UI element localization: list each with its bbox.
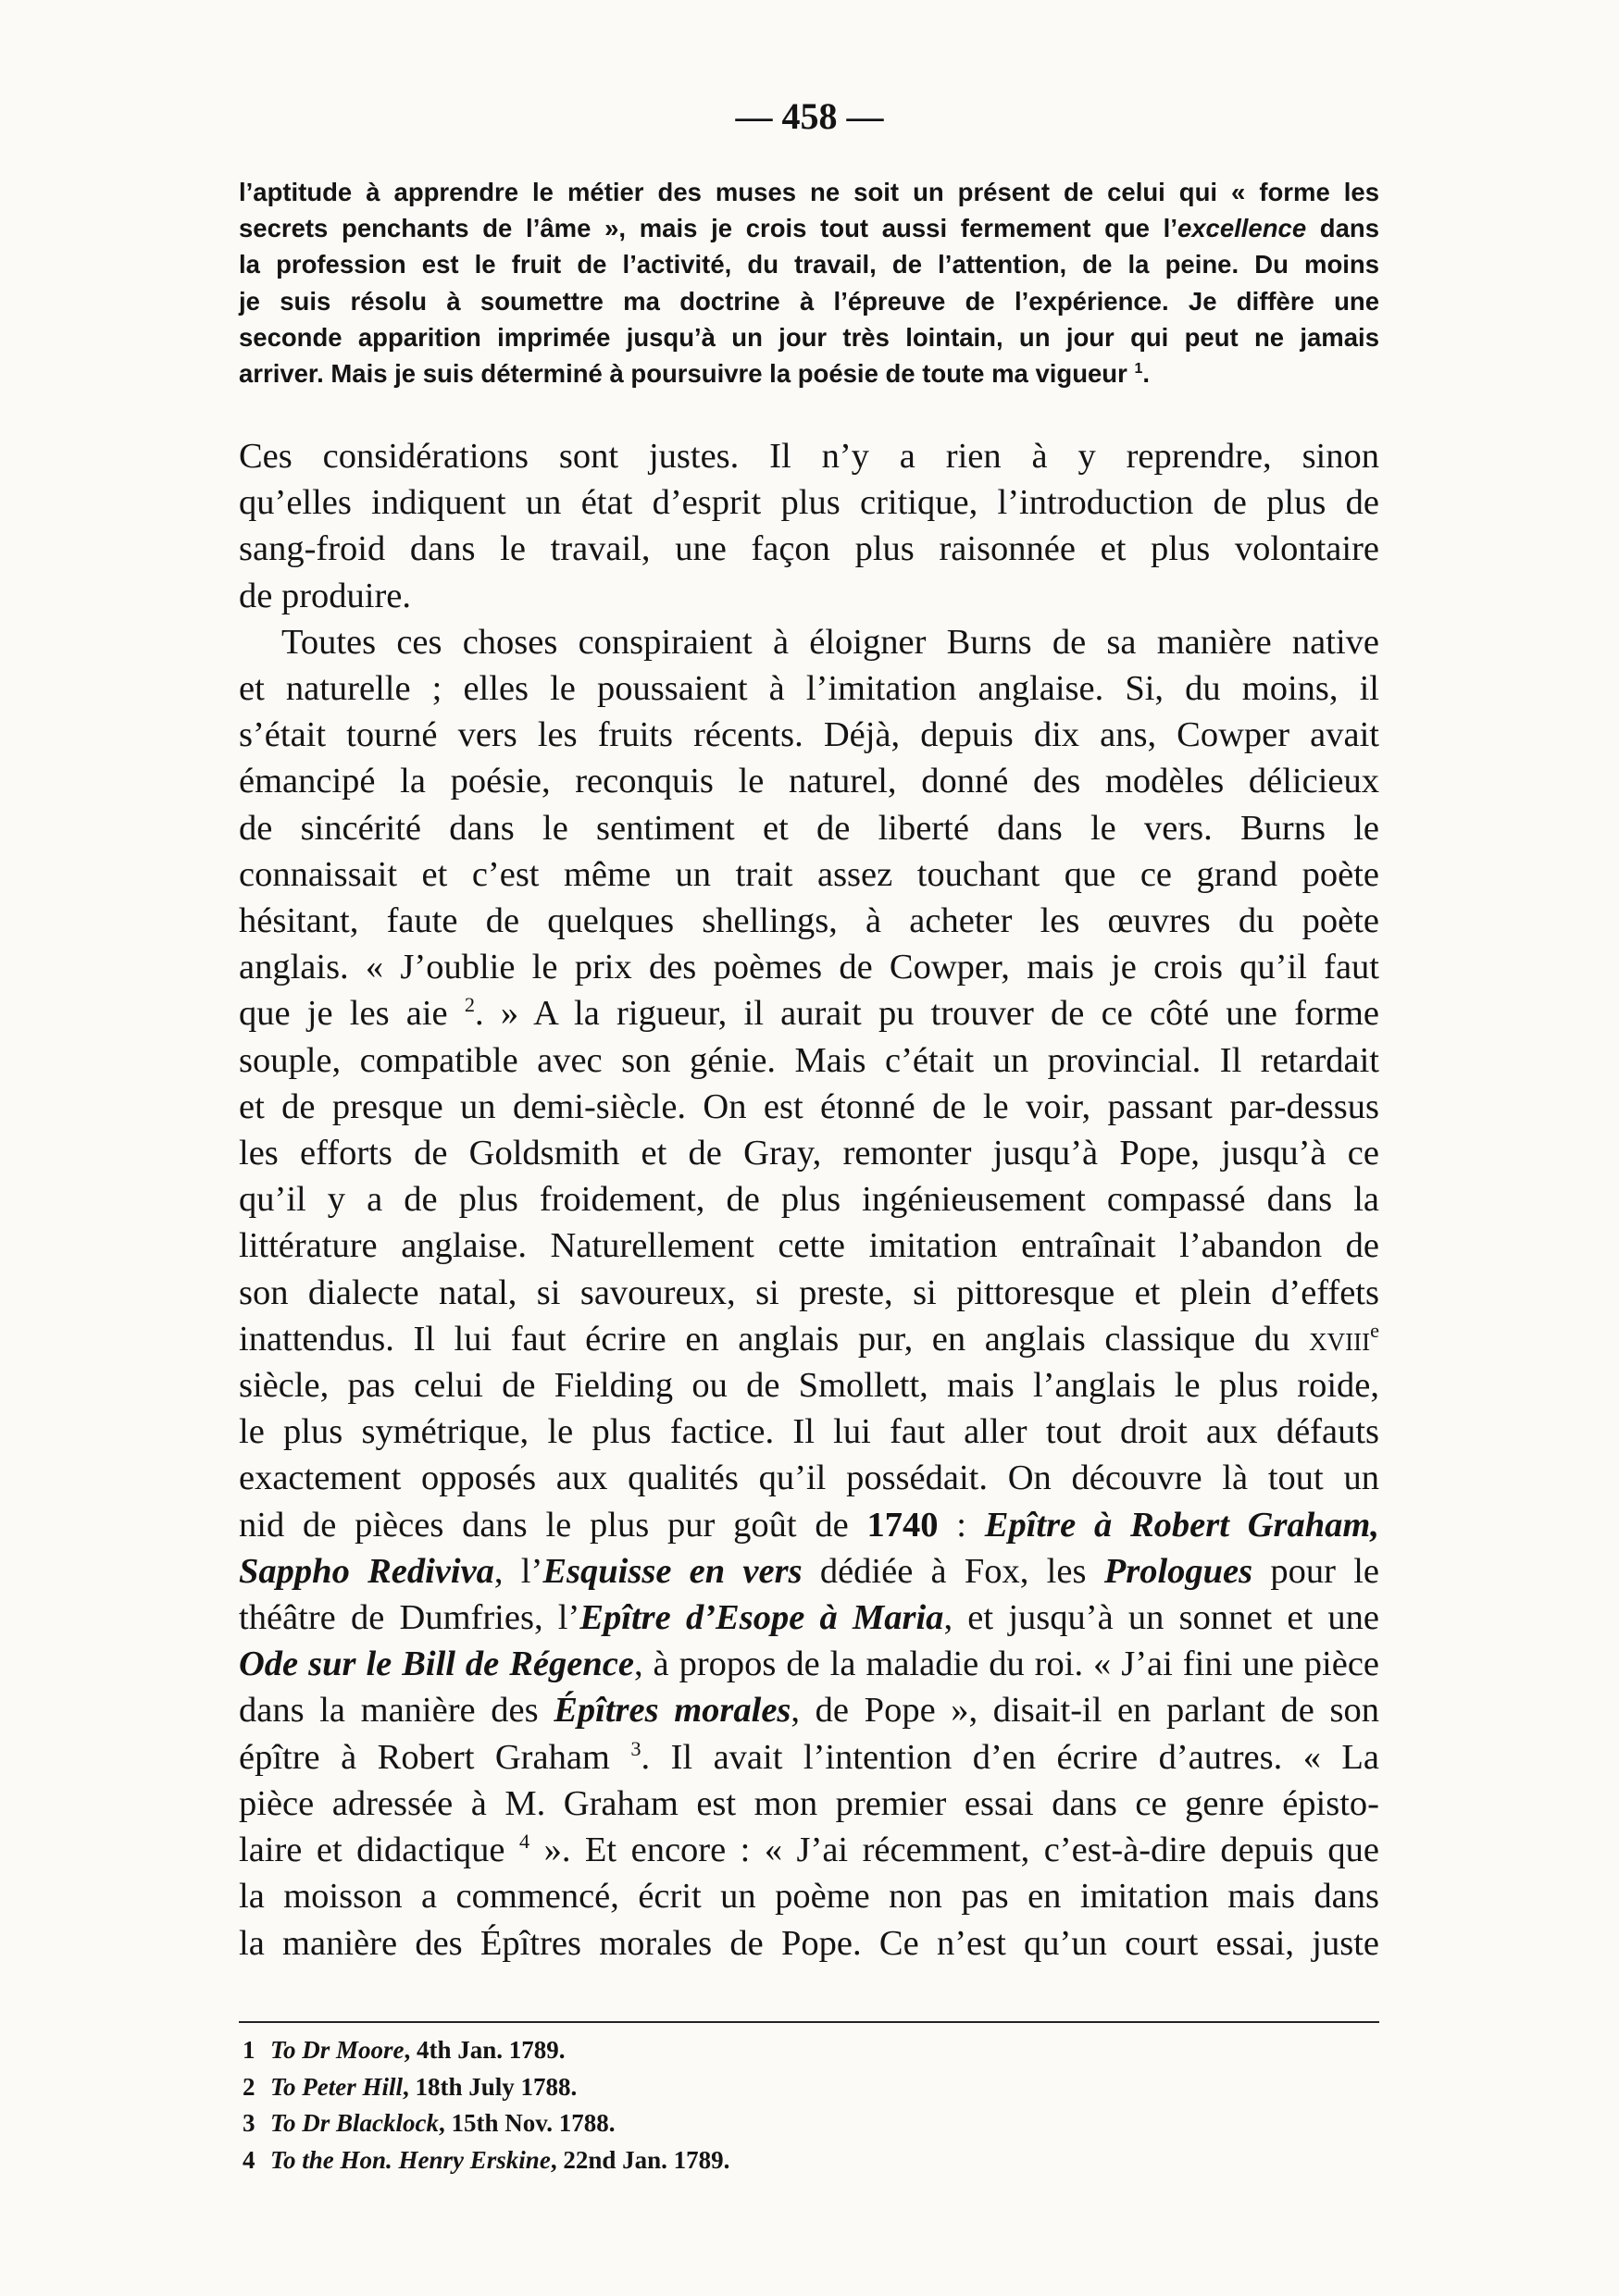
body-line: de sincérité dans le sentiment et de liberté dans le vers. Burns le	[239, 808, 1379, 848]
body-line: souple, compatible avec son génie. Mais c’était un provincial. Il retardait	[239, 1040, 1379, 1080]
body-line: s’était tourné vers les fruits récents. Déjà, depuis dix ans, Cowper avait	[239, 715, 1379, 755]
body-line: dans la manière des Épîtres morales, de Pope », disait-il en parlant de son	[239, 1691, 1380, 1731]
body-line: sang-froid dans le travail, une façon plus raisonnée et plus volontaire	[239, 529, 1379, 569]
footnote-ref: 3	[630, 1736, 641, 1760]
body-line: hésitant, faute de quelques shellings, à acheter les œuvres du poète	[239, 901, 1379, 941]
body-line: exactement opposés aux qualités qu’il possédait. On découvre là tout un	[239, 1458, 1379, 1498]
body-line: la manière des Épîtres morales de Pope. Ce n’est qu’un court essai, juste	[239, 1923, 1379, 1963]
body-line: et de presque un demi-siècle. On est étonné de le voir, passant par-dessus	[239, 1086, 1379, 1126]
footnote: 4 To the Hon. Henry Erskine, 22nd Jan. 1789.	[243, 2145, 730, 2174]
body-line: anglais. « J’oublie le prix des poèmes de Cowper, mais je crois qu’il faut	[239, 948, 1379, 987]
page-number: — 458 —	[735, 95, 884, 137]
footnote: 2 To Peter Hill, 18th July 1788.	[243, 2072, 578, 2101]
work-title: Sappho Redivivа	[239, 1551, 494, 1591]
work-title: Ode sur le Bill de Régence	[239, 1644, 634, 1684]
body-line: les efforts de Goldsmith et de Gray, remonter jusqu’à Pope, jusqu’à ce	[239, 1134, 1379, 1173]
body-line: théâtre de Dumfries, l’Epître d’Esope à Maria, et jusqu’à un sonnet et une	[239, 1598, 1379, 1638]
body-text	[239, 433, 1379, 1967]
body-line: épître à Robert Graham $^3$. Il avait l’intention d’en écrire d’autres. « La	[239, 1736, 1380, 1777]
body-line: connaissait et c’est même un trait assez touchant que ce grand poète	[239, 854, 1379, 894]
body-line: Sappho Redivivа, l’Esquisse en vers dédiée à Fox, les Prologues pour le	[239, 1551, 1379, 1591]
body-line: laire et didactique $^4$ ». Et encore : « J’ai récemment, c’est-à-dire depuis que	[239, 1830, 1379, 1870]
quote-line: l’aptitude à apprendre le métier des muses ne soit un présent de celui qui « forme les	[239, 178, 1379, 206]
work-title: Épîtres morales	[554, 1691, 791, 1731]
footnote: 1 To Dr Moore, 4th Jan. 1789.	[243, 2036, 566, 2064]
body-line: et naturelle ; elles le poussaient à l’imitation anglaise. Si, du moins, il	[239, 669, 1379, 709]
quote-line: la profession est le fruit de l’activité, du travail, de l’attention, de la peine. Du moins	[239, 250, 1379, 279]
footnote-ref: 4	[518, 1830, 530, 1854]
body-line: inattendus. Il lui faut écrire en anglais pur, en anglais classique du xviii$^e$	[239, 1319, 1379, 1359]
footnote-ref: 1	[1134, 360, 1143, 377]
body-line: son dialecte natal, si savoureux, si preste, si pittoresque et plein d’effets	[239, 1272, 1379, 1312]
body-line: la moisson a commencé, écrit un poème non pas en imitation mais dans	[239, 1877, 1379, 1917]
body-line: pièce adressée à M. Graham est mon premier essai dans ce genre épisto-	[239, 1783, 1379, 1823]
body-line: Ces considérations sont justes. Il n’y a rien à y reprendre, sinon	[239, 437, 1379, 476]
body-line: qu’il y a de plus froidement, de plus ingénieusement compassé dans la	[239, 1180, 1379, 1220]
body-line: siècle, pas celui de Fielding ou de Smollett, mais l’anglais le plus roide,	[239, 1366, 1379, 1406]
quote-line: seconde apparition imprimée jusqu’à un jour très lointain, un jour qui peut ne jamais	[239, 322, 1379, 352]
quote-block	[239, 174, 1379, 391]
footnote: 3 To Dr Blacklock, 15th Nov. 1788.	[243, 2109, 616, 2137]
body-line: le plus symétrique, le plus factice. Il lui faut aller tout droit aux défauts	[239, 1412, 1379, 1452]
body-line: émancipé la poésie, reconquis le naturel, donné des modèles délicieux	[239, 762, 1379, 801]
work-title: Epître à Robert Graham,	[984, 1505, 1379, 1545]
footnotes	[243, 2032, 1168, 2178]
quote-line: arriver. Mais je suis déterminé à poursuivre la poésie de toute ma vigueur $^1$.	[239, 359, 1150, 389]
body-line: littérature anglaise. Naturellement cette imitation entraînait l’abandon de	[239, 1226, 1379, 1266]
work-title: Esquisse en vers	[542, 1551, 803, 1591]
body-line: qu’elles indiquent un état d’esprit plus critique, l’introduction de plus de	[239, 483, 1379, 523]
quote-line: je suis résolu à soumettre ma doctrine à l’épreuve de l’expérience. Je diffère une	[239, 286, 1379, 316]
body-line: de produire.	[239, 576, 412, 615]
work-title: Epître d’Esope à Maria	[579, 1598, 944, 1638]
body-line: Toutes ces choses conspiraient à éloigner Burns de sa manière native	[281, 622, 1379, 662]
body-line: Ode sur le Bill de Régence, à propos de la maladie du roi. « J’ai fini une pièce	[239, 1644, 1379, 1684]
body-line: que je les aie $^2$. » A la rigueur, il aurait pu trouver de ce côté une forme	[239, 993, 1380, 1034]
footnote-divider	[239, 2021, 1379, 2023]
quote-line: secrets penchants de l’âme », mais je crois tout aussi fermement que l’excellence dans	[239, 214, 1379, 243]
body-line: nid de pièces dans le plus pur goût de 1740 : Epître à Robert Graham,	[239, 1505, 1379, 1545]
footnote-ref: 2	[464, 993, 476, 1017]
work-title: Prologues	[1103, 1551, 1253, 1591]
